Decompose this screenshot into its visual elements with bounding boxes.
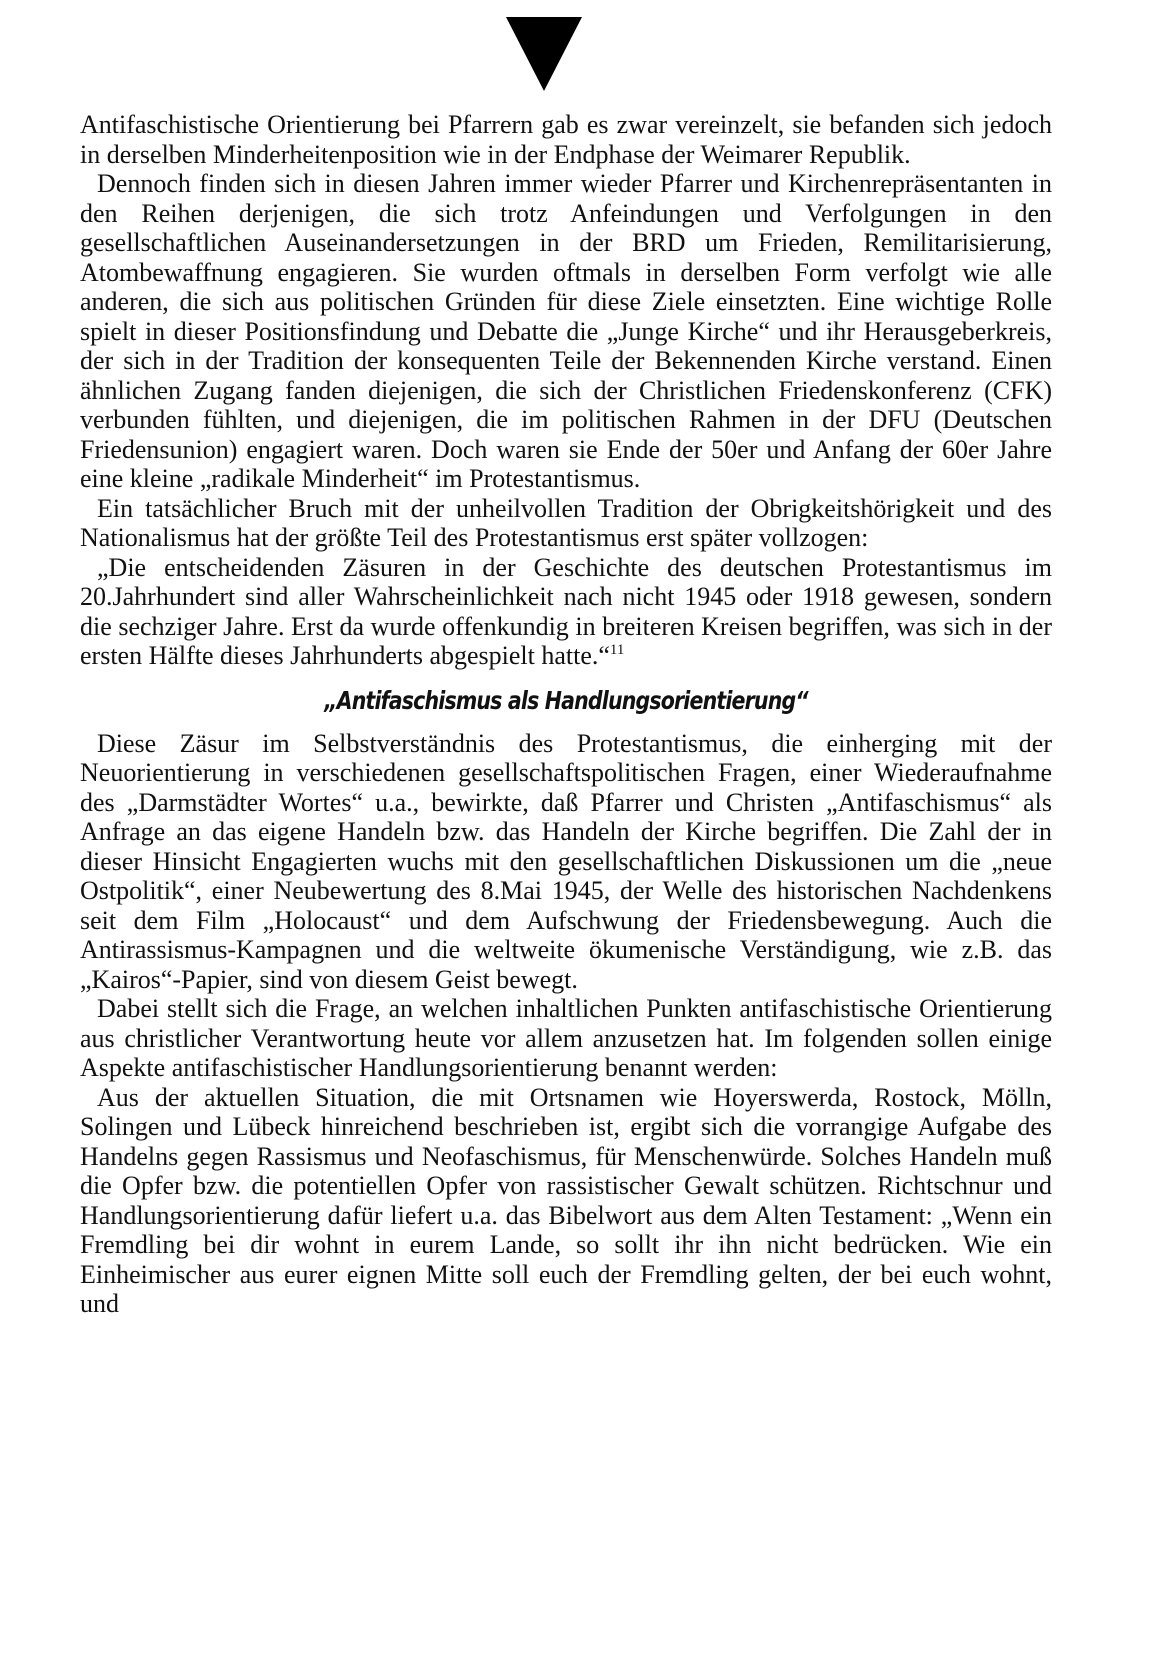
paragraph-zaesur: Diese Zäsur im Selbstverständnis des Protestantismus, die einherging mit der Neuorientierung in verschiedenen gesellschaftspolitischen Fragen, einer Wiederaufnahme des „Darmstädter Wortes“ u.a., bewirkte, daß Pfarrer und Christen „Antifaschismus“ als Anfrage an das eigene Handeln bzw. das Handeln der Kirche begriffen. Die Zahl der in dieser Hinsicht Engagierten wuchs mit den gesellschaftlichen Diskussionen um die „neue Ostpolitik“, einer Neubewertung des 8.Mai 1945, der Welle des historischen Nachdenkens seit dem Film „Holocaust“ und dem Aufschwung der Friedensbewegung. Auch die Antirassismus-Kampagnen und die weltweite ökumenische Verständigung, wie z.B. das „Kairos“-Papier, sind von diesem Geist bewegt. [80, 728, 1052, 994]
quote-paragraph [80, 553, 1052, 671]
document-page [80, 0, 1052, 1654]
paragraph-frage: Dabei stellt sich die Frage, an welchen inhaltlichen Punkten antifaschistische Orientierung aus christlicher Verantwortung heute vor allem anzusetzen hat. Im folgenden sollen einige Aspekte antifaschistischer Handlungsorientierung benannt werden: [80, 994, 1052, 1082]
quote-text: „Die entscheidenden Zäsuren in der Geschichte des deutschen Protestantismus im 20.Jahrhundert sind aller Wahrscheinlichkeit nach nicht 1945 oder 1918 gewesen, sondern die sechziger Jahre. Erst da wurde offenkundig in breiteren Kreisen begriffen, was sich in der ersten Hälfte dieses Jahrhunderts abgespielt hatte.“ [80, 552, 1052, 670]
section-heading: „Antifaschismus als Handlungsorientierung“ [324, 685, 808, 715]
down-triangle-icon [506, 17, 582, 91]
article-body [80, 110, 1052, 1319]
paragraph-intro: Antifaschistische Orientierung bei Pfarrern gab es zwar vereinzelt, sie befanden sich jedoch in derselben Minderheitenposition wie in der Endphase der Weimarer Republik. [80, 110, 1052, 169]
footnote-marker: 11 [609, 642, 625, 658]
paragraph-situation: Aus der aktuellen Situation, die mit Ortsnamen wie Hoyerswerda, Rostock, Mölln, Solingen und Lübeck hinreichend beschrieben ist, ergibt sich die vorrangige Aufgabe des Handelns gegen Rassismus und Neofaschismus, für Menschenwürde. Solches Handeln muß die Opfer bzw. die potentiellen Opfer von rassistischer Gewalt schützen. Richtschnur und Handlungsorientierung dafür liefert u.a. das Bibelwort aus dem Alten Testament: „Wenn ein Fremdling bei dir wohnt in eurem Lande, so sollt ihr ihn nicht bedrücken. Wie ein Einheimischer aus eurer eignen Mitte soll euch der Fremdling gelten, der bei euch wohnt, und [80, 1082, 1052, 1318]
paragraph-pfarrer: Dennoch finden sich in diesen Jahren immer wieder Pfarrer und Kirchenrepräsentanten in den Reihen derjenigen, die sich trotz Anfeindungen und Verfolgungen in den gesellschaftlichen Auseinandersetzungen in der BRD um Frieden, Remilitarisierung, Atombewaffnung engagieren. Sie wurden oftmals in derselben Form verfolgt wie alle anderen, die sich aus politischen Gründen für diese Ziele einsetzten. Eine wichtige Rolle spielt in dieser Positionsfindung und Debatte die „Junge Kirche“ und ihr Herausgeberkreis, der sich in der Tradition der konsequenten Teile der Bekennenden Kirche verstand. Einen ähnlichen Zugang fanden diejenigen, die sich der Christlichen Friedenskonferenz (CFK) verbunden fühlten, und diejenigen, die im politischen Rahmen in der DFU (Deutschen Friedensunion) engagiert waren. Doch waren sie Ende der 50er und Anfang der 60er Jahre eine kleine „radikale Minderheit“ im Protestantismus. [80, 169, 1052, 493]
paragraph-bruch: Ein tatsächlicher Bruch mit der unheilvollen Tradition der Obrigkeitshörigkeit und des Nationalismus hat der größte Teil des Protestantismus erst später vollzogen: [80, 493, 1052, 552]
